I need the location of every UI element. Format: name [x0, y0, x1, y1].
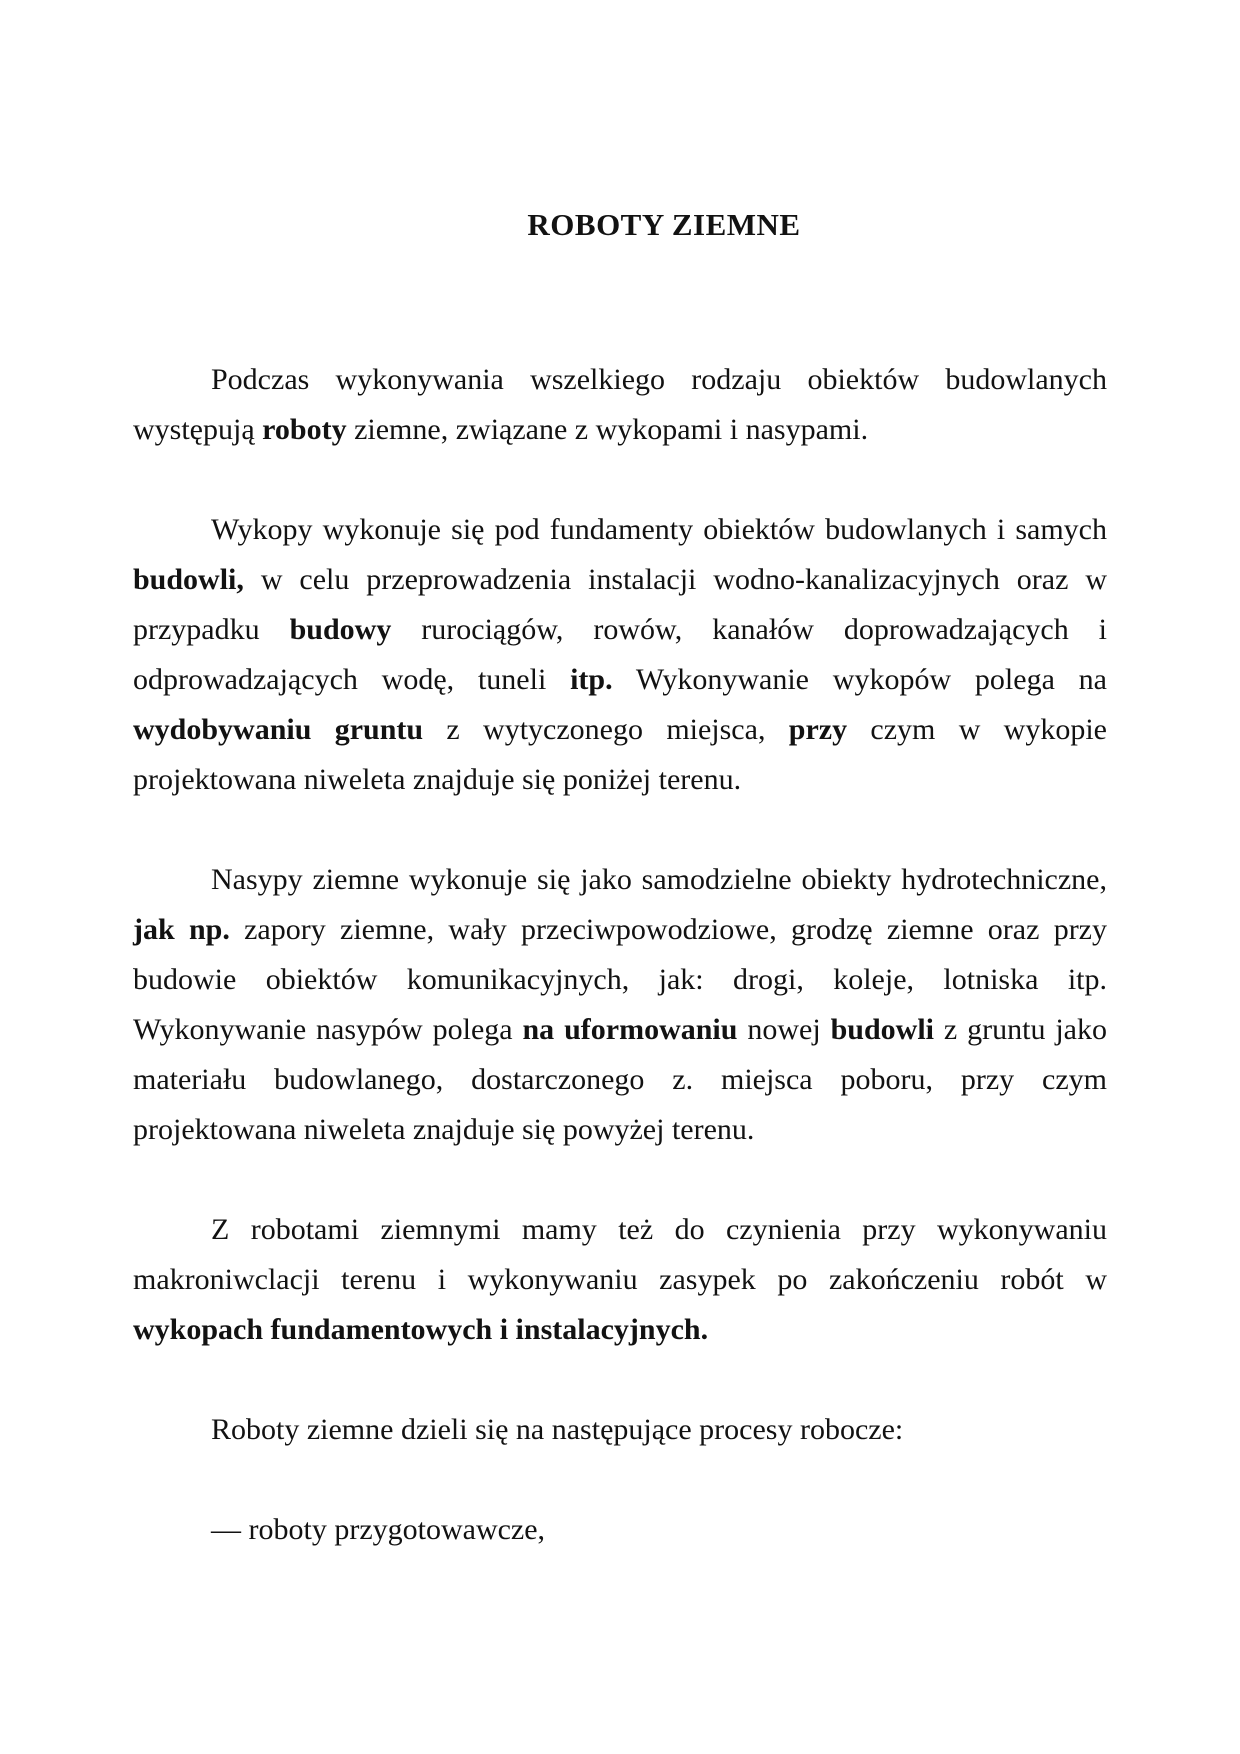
text-run: czym w wykopie [847, 713, 1108, 746]
bold-text-run: wydobywaniu gruntu [133, 713, 424, 746]
text-line [133, 1205, 1107, 1255]
text-line [133, 1505, 1107, 1555]
paragraph [133, 1505, 1107, 1555]
text-run: Nasypy ziemne wykonuje się jako samodzielne obiekty hydrotechniczne, [211, 863, 1107, 896]
text-line [133, 655, 1107, 705]
text-line [133, 505, 1107, 555]
text-line [133, 955, 1107, 1005]
text-run: budowie obiektów komunikacyjnych, jak: drogi, koleje, lotniska itp. [133, 963, 1107, 996]
bold-text-run: roboty [262, 413, 347, 446]
text-line [133, 1255, 1107, 1305]
text-run: Z robotami ziemnymi mamy też do czynienia przy wykonywaniu [211, 1213, 1107, 1246]
page-title: ROBOTY ZIEMNE [527, 207, 801, 242]
text-run: materiału budowlanego, dostarczonego z. miejsca poboru, przy czym [133, 1063, 1107, 1096]
text-line [133, 555, 1107, 605]
paragraph [133, 1205, 1107, 1355]
text-line [133, 1405, 1107, 1455]
text-run: projektowana niweleta znajduje się poniżej terenu. [133, 763, 742, 796]
text-run: Wykonywanie nasypów polega [133, 1013, 523, 1046]
text-line [133, 355, 1107, 405]
text-run: — roboty przygotowawcze, [211, 1513, 546, 1546]
text-run: odprowadzających wodę, tuneli [133, 663, 571, 696]
paragraph [133, 505, 1107, 805]
text-run: z gruntu jako [933, 1013, 1107, 1046]
text-run: Wykonywanie wykopów polega na [612, 663, 1107, 696]
bold-text-run: budowy [289, 613, 392, 646]
text-line [133, 1105, 1107, 1155]
text-run: w celu przeprowadzenia instalacji wodno-kanalizacyjnych oraz w [243, 563, 1107, 596]
paragraph [133, 355, 1107, 455]
text-run: przypadku [133, 613, 290, 646]
text-line [133, 1305, 1107, 1355]
bold-text-run: przy [788, 713, 848, 746]
paragraph [133, 855, 1107, 1155]
title-row [44, 0, 1240, 242]
text-run: ziemne, związane z wykopami i nasypami. [346, 413, 869, 446]
text-run: Roboty ziemne dzieli się na następujące procesy robocze: [211, 1413, 904, 1446]
paragraph [133, 1405, 1107, 1455]
text-run: zapory ziemne, wały przeciwpowodziowe, grodzę ziemne oraz przy [229, 913, 1107, 946]
text-run: projektowana niweleta znajduje się powyżej terenu. [133, 1113, 755, 1146]
bold-text-run: budowli, [133, 563, 244, 596]
text-line [133, 905, 1107, 955]
bold-text-run: budowli [830, 1013, 934, 1046]
text-run: Podczas wykonywania wszelkiego rodzaju obiektów budowlanych [211, 363, 1107, 396]
bold-text-run: na [522, 1013, 555, 1046]
bold-text-run: wykopach fundamentowych i instalacyjnych. [133, 1313, 709, 1346]
bold-text-run: uformowaniu [554, 1013, 738, 1046]
text-line [133, 755, 1107, 805]
bold-text-run: itp. [570, 663, 613, 696]
text-line [133, 605, 1107, 655]
text-run: Wykopy wykonuje się pod fundamenty obiektów budowlanych i samych [211, 513, 1107, 546]
text-run: rurociągów, rowów, kanałów doprowadzających i [391, 613, 1108, 646]
bold-text-run: jak np. [133, 913, 230, 946]
text-run: nowej [737, 1013, 831, 1046]
text-run: występują [133, 413, 263, 446]
text-line [133, 1055, 1107, 1105]
text-line [133, 705, 1107, 755]
text-line [133, 855, 1107, 905]
text-run: z wytyczonego miejsca, [423, 713, 789, 746]
text-run: makroniwclacji terenu i wykonywaniu zasypek po zakończeniu robót w [133, 1263, 1107, 1296]
text-line [133, 405, 1107, 455]
document-body [133, 355, 1107, 1555]
text-line [133, 1005, 1107, 1055]
